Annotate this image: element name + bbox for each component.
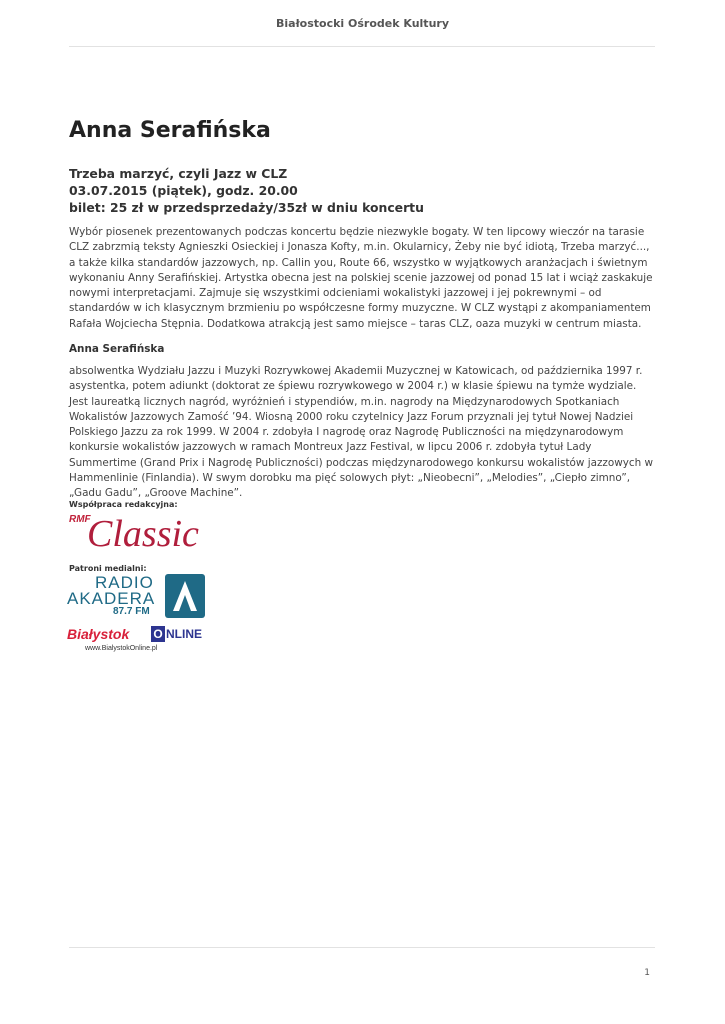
radio-text: RADIO	[95, 573, 154, 592]
rmf-badge-text: RMF	[69, 514, 91, 525]
header-divider	[69, 46, 655, 47]
page-number: 1	[644, 968, 650, 978]
rmf-classic-logo	[67, 508, 209, 552]
media-patrons-label: Patroni medialni:	[69, 564, 147, 573]
bio-heading: Anna Serafińska	[69, 343, 165, 355]
site-header-title: Białostocki Ośrodek Kultury	[276, 17, 449, 30]
bialystok-online-url: www.BialystokOnline.pl	[85, 645, 158, 652]
classic-wordmark: Classic	[87, 513, 199, 552]
akadera-text: AKADERA	[67, 589, 156, 608]
event-ticket-info: bilet: 25 zł w przedsprzedaży/35zł w dniu koncertu	[69, 200, 424, 215]
event-name: Trzeba marzyć, czyli Jazz w CLZ	[69, 166, 288, 181]
page-title: Anna Serafińska	[69, 118, 271, 143]
akadera-a-icon	[165, 574, 205, 618]
akadera-icon-box	[165, 574, 205, 618]
bialystok-word: Białystok	[67, 626, 130, 642]
online-word: NLINE	[166, 627, 202, 641]
footer-divider	[69, 947, 655, 948]
bio-paragraph: absolwentka Wydziału Jazzu i Muzyki Rozrywkowej Akademii Muzycznej w Katowicach, od października 1997 r. asystentka, potem adiunkt (doktorat ze śpiewu rozrywkowego w 2004 r.) w klasie śpiewu na tymże wydziale. Jest laureatką licznych nagród, wyróżnień i stypendiów, m.in. nagrody na Międzynarodowych Spotkaniach Wokalistów Jazzowych Zamość ’94. Wiosną 2000 roku czytelnicy Jazz Forum przyznali jej tytuł Nowej Nadziei Polskiego Jazzu za rok 1999. W 2004 r. zdobyła I nagrodę oraz Nagrodę Publiczności na międzynarodowym konkursie wokalistów jazzowych w ramach Montreux Jazz Festival, w lipcu 2006 r. zdobyła tytuł Lady Summertime (Grand Prix i Nagrodę Publiczności) podczas międzynarodowego konkursu wokalistów jazzowych w Hammenlinie (Finlandia). W swym dorobku ma pięć solowych płyt: „Nieobecni”, „Melodies”, „Ciepło zimno”, „Gadu Gadu”, „Groove Machine”.	[69, 365, 653, 500]
event-date: 03.07.2015 (piątek), godz. 20.00	[69, 183, 298, 198]
online-o-badge: O	[151, 626, 165, 642]
radio-akadera-logo	[67, 572, 209, 620]
frequency-text: 87.7 FM	[113, 606, 150, 617]
bialystok-online-logo	[67, 626, 209, 656]
intro-paragraph: Wybór piosenek prezentowanych podczas koncertu będzie niezwykle bogaty. W ten lipcowy wieczór na tarasie CLZ zabrzmią teksty Agnieszki Osieckiej i Jonasza Kofty, m.in. Okularnicy, Żeby nie być idiotą, Trzeba marzyć..., a także kilka standardów jazzowych, np. Callin you, Route 66, wszystko w wyjątkowych aranżacjach i świetnym wykonaniu Anny Serafińskiej. Artystka obecna jest na polskiej scenie jazzowej od ponad 15 lat i wciąż zaskakuje nowymi interpretacjami. Zajmuje się wszystkimi odcieniami wokalistyki jazzowej i jej pokrewnymi – od standardów w ich klasycznym brzmieniu po współczesne formy muzyczne. W CLZ wystąpi z akompaniamentem Rafała Wojciecha Stępnia. Dodatkowa atrakcją jest samo miejsce – taras CLZ, oaza muzyki w centrum miasta.	[69, 226, 653, 330]
editorial-partner-label: Współpraca redakcyjna:	[69, 500, 178, 509]
